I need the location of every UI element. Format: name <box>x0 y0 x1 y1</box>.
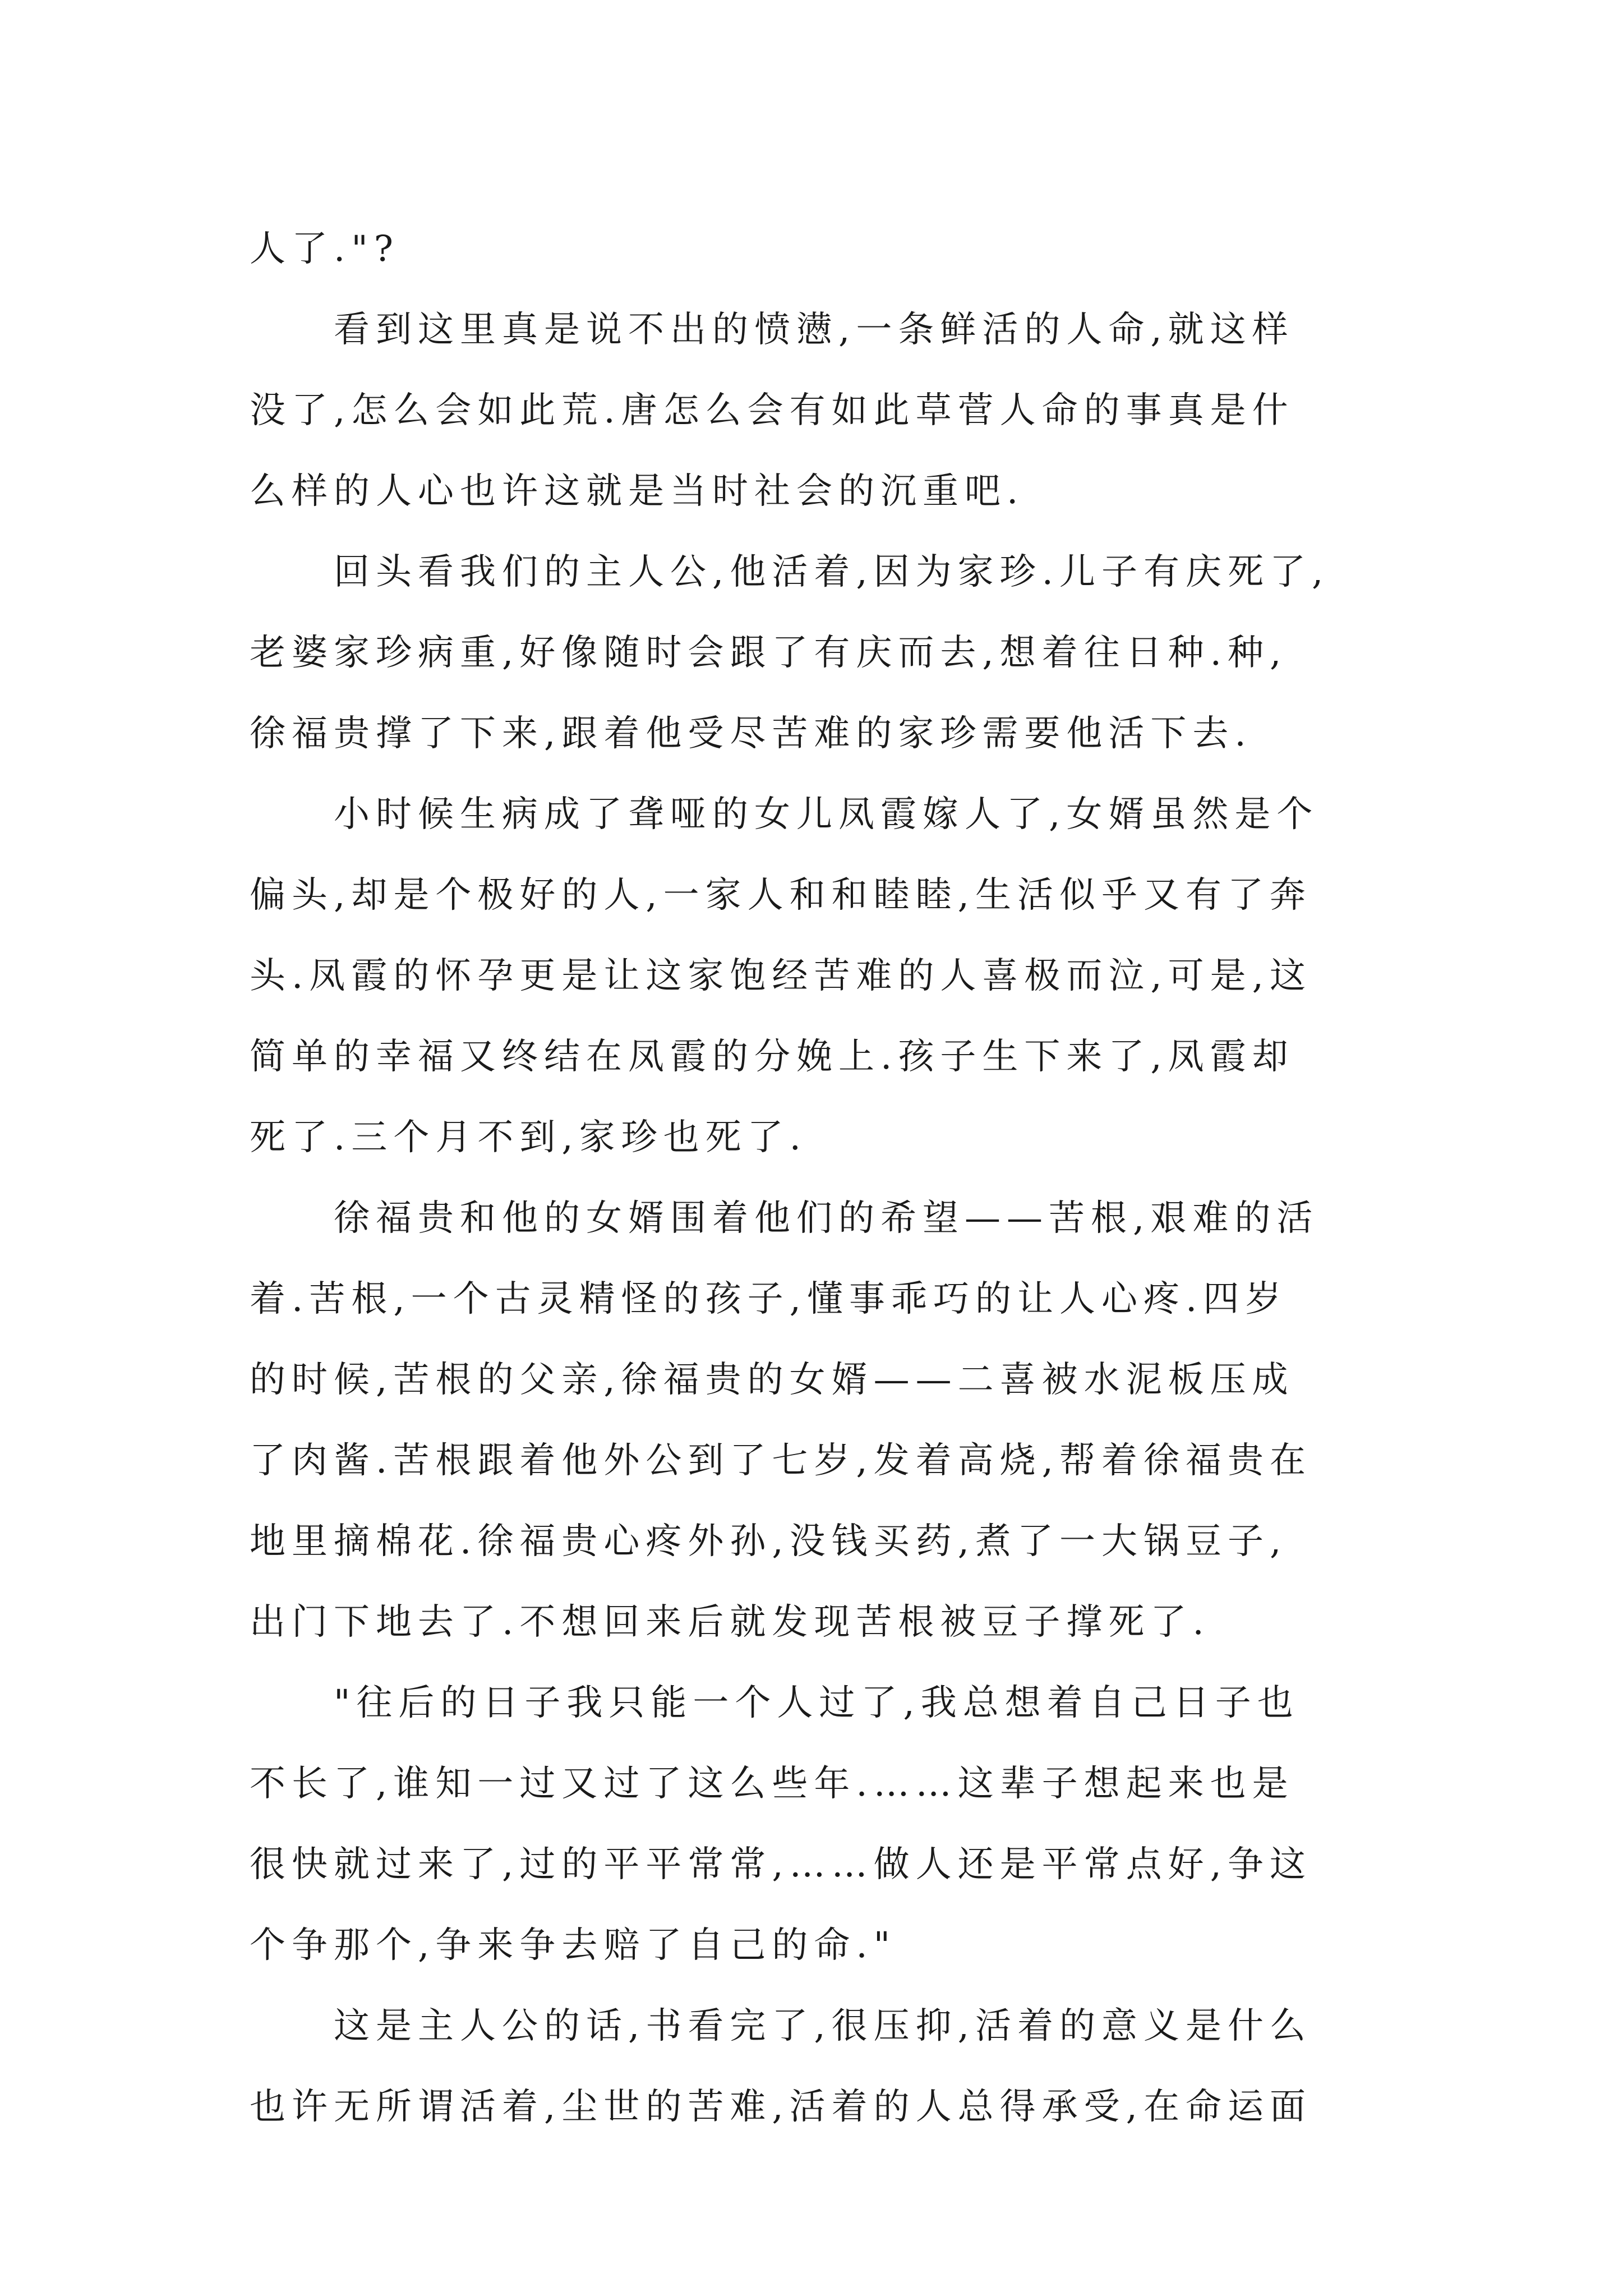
text-line: 老婆家珍病重,好像随时会跟了有庆而去,想着往日种.种, <box>250 632 1288 674</box>
text-line: 不长了,谁知一过又过了这么些年.……这辈子想起来也是 <box>250 1763 1294 1805</box>
text-line: 死了.三个月不到,家珍也死了. <box>250 1117 808 1158</box>
document-body-text <box>250 209 1393 2147</box>
text-line: 了肉酱.苦根跟着他外公到了七岁,发着高烧,帮着徐福贵在 <box>250 1440 1312 1481</box>
text-line: 个争那个,争来争去赔了自己的命." <box>250 1925 897 1966</box>
text-line: 人了."? <box>250 228 400 270</box>
text-line: 着.苦根,一个古灵精怪的孩子,懂事乖巧的让人心疼.四岁 <box>250 1278 1288 1320</box>
text-line: 简单的幸福又终结在凤霞的分娩上.孩子生下来了,凤霞却 <box>250 1036 1294 1078</box>
paragraph-first-line: "往后的日子我只能一个人过了,我总想着自己日子也 <box>334 1682 1299 1724</box>
text-line: 也许无所谓活着,尘世的苦难,活着的人总得承受,在命运面 <box>250 2086 1312 2128</box>
text-line: 很快就过来了,过的平平常常,……做人还是平常点好,争这 <box>250 1844 1312 1885</box>
text-line: 没了,怎么会如此荒.唐怎么会有如此草菅人命的事真是什 <box>250 390 1294 431</box>
text-line: 么样的人心也许这就是当时社会的沉重吧. <box>250 471 1025 512</box>
text-line: 头.凤霞的怀孕更是让这家饱经苦难的人喜极而泣,可是,这 <box>250 955 1312 997</box>
text-line: 出门下地去了.不想回来后就发现苦根被豆子撑死了. <box>250 1602 1210 1643</box>
paragraph-first-line: 徐福贵和他的女婿围着他们的希望——苦根,艰难的活 <box>334 1198 1319 1239</box>
text-line: 偏头,却是个极好的人,一家人和和睦睦,生活似乎又有了奔 <box>250 875 1312 916</box>
paragraph-first-line: 小时候生病成了聋哑的女儿凤霞嫁人了,女婿虽然是个 <box>334 794 1319 835</box>
paragraph-first-line: 看到这里真是说不出的愤懑,一条鲜活的人命,就这样 <box>334 309 1294 351</box>
text-line: 的时候,苦根的父亲,徐福贵的女婿——二喜被水泥板压成 <box>250 1359 1294 1401</box>
paragraph-first-line: 这是主人公的话,书看完了,很压抑,活着的意义是什么 <box>334 2005 1312 2047</box>
text-line: 徐福贵撑了下来,跟着他受尽苦难的家珍需要他活下去. <box>250 713 1252 754</box>
paragraph-first-line: 回头看我们的主人公,他活着,因为家珍.儿子有庆死了, <box>334 551 1330 593</box>
text-line: 地里摘棉花.徐福贵心疼外孙,没钱买药,煮了一大锅豆子, <box>250 1521 1288 1562</box>
